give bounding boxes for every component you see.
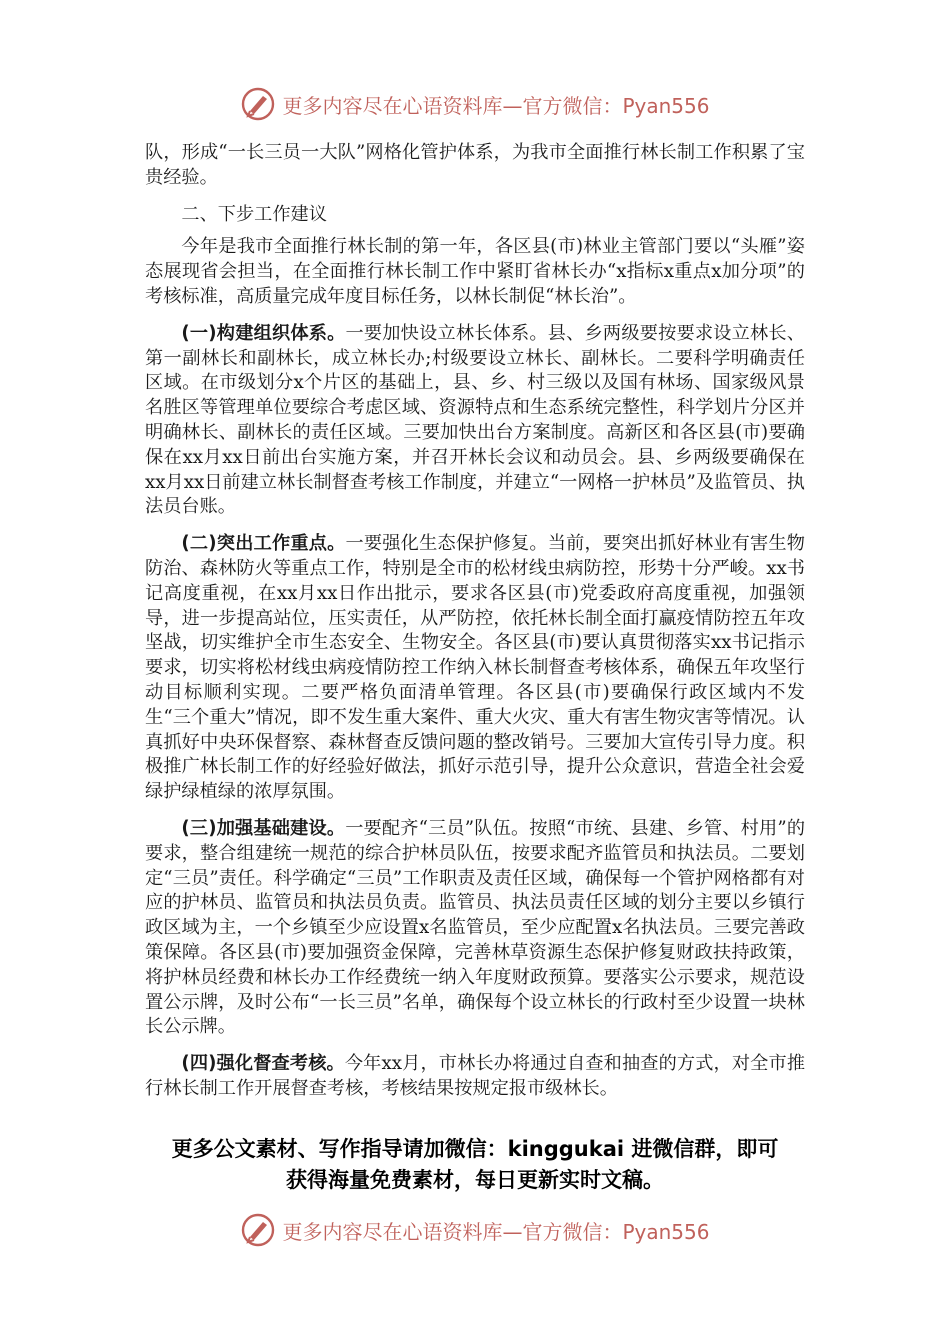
paragraph-text: 一要配齐“三员”队伍。按照“市统、县建、乡管、村用”的要求，整合组建统一规范的综合护林员队伍，按要求配齐监管员和执法员。二要划定“三员”责任。科学确定“三员”工作职责及责任区域，确保每一个管护网格都有对应的护林员、监管员和执法员负责。监管员、执法员责任区域的划分主要以乡镇行政区域为主，一个乡镇至少应设置x名监管员，至少应配置x名执法员。三要完善政策保障。各区县(市)要加强资金保障，完善林草资源生态保护修复财政扶持政策，将护林员经费和林长办工作经费统一纳入年度财政预算。要落实公示要求，规范设置公示牌，及时公布“一长三员”名单，确保每个设立林长的行政村至少设置一块林长公示牌。: [145, 817, 806, 1038]
watermark-text: 更多内容尽在心语资料库—官方微信：Pyan556: [282, 1219, 710, 1244]
document-body: [145, 141, 805, 1102]
promo-line-2: 获得海量免费素材，每日更新实时文稿。: [286, 1168, 664, 1192]
promo-line-1: 更多公文素材、写作指导请加微信：kinggukai 进微信群，即可: [171, 1137, 779, 1161]
paragraph-text: 一要加快设立林长体系。县、乡两级要按要求设立林长、第一副林长和副林长，成立林长办;村级要设立林长、副林长。二要科学明确责任区域。在市级划分x个片区的基础上，县、乡、村三级以及国有林场、国家级风景名胜区等管理单位要综合考虑区域、资源特点和生态系统完整性，科学划片分区并明确林长、副林长的责任区域。三要加快出台方案制度。高新区和各区县(市)要确保在xx月xx日前出台实施方案，并召开林长会议和动员会。县、乡两级要确保在xx月xx日前建立林长制督查考核工作制度，并建立“一网格一护林员”及监管员、执法员台账。: [145, 322, 805, 518]
pen-logo-icon: [240, 1212, 276, 1248]
watermark-footer: [0, 1208, 950, 1252]
promo-banner: [0, 1134, 950, 1196]
paragraph-item-1: [145, 322, 805, 520]
paragraph-lead: (四)强化督查考核。: [181, 1053, 345, 1075]
paragraph-text: 一要强化生态保护修复。当前，要突出抓好林业有害生物防治、森林防火等重点工作，特别是全市的松材线虫病防控，形势十分严峻。xx书记高度重视，在xx月xx日作出批示，要求各区县(市)党委政府高度重视，加强领导，进一步提高站位，压实责任，从严防控，依托林长制全面打赢疫情防控五年攻坚战，切实维护全市生态安全、生物安全。各区县(市)要认真贯彻落实xx书记指示要求，切实将松材线虫病疫情防控工作纳入林长制督查考核体系，确保五年攻坚行动目标顺利实现。二要严格负面清单管理。各区县(市)要确保行政区域内不发生“三个重大”情况，即不发生重大案件、重大火灾、重大有害生物灾害等情况。认真抓好中央环保督察、森林督查反馈问题的整改销号。三要加大宣传引导力度。积极推广林长制工作的好经验好做法，抓好示范引导，提升公众意识，营造全社会爱绿护绿植绿的浓厚氛围。: [145, 533, 805, 803]
paragraph-lead: (三)加强基础建设。: [181, 817, 346, 839]
pen-logo-icon: [240, 86, 276, 122]
paragraph-lead: (一)构建组织体系。: [181, 322, 346, 344]
watermark-text: 更多内容尽在心语资料库—官方微信：Pyan556: [282, 93, 710, 118]
paragraph-item-3: [145, 817, 805, 1040]
watermark-header: [0, 82, 950, 126]
intro-continuation: 队，形成“一长三员一大队”网格化管护体系，为我市全面推行林长制工作积累了宝贵经验。: [145, 142, 805, 188]
paragraph-item-4: [145, 1052, 805, 1102]
paragraph-item-2: [145, 532, 805, 805]
section-intro: 今年是我市全面推行林长制的第一年，各区县(市)林业主管部门要以“头雁”姿态展现省会担当，在全面推行林长制工作中紧盯省林长办“x指标x重点x加分项”的考核标准，高质量完成年度目标任务，以林长制促“林长治”。: [145, 236, 805, 307]
paragraph-lead: (二)突出工作重点。: [181, 533, 346, 555]
section-heading: 二、下步工作建议: [181, 203, 327, 225]
paragraph-text: 今年xx月，市林长办将通过自查和抽查的方式，对全市推行林长制工作开展督查考核，考核结果按规定报市级林长。: [145, 1053, 806, 1099]
